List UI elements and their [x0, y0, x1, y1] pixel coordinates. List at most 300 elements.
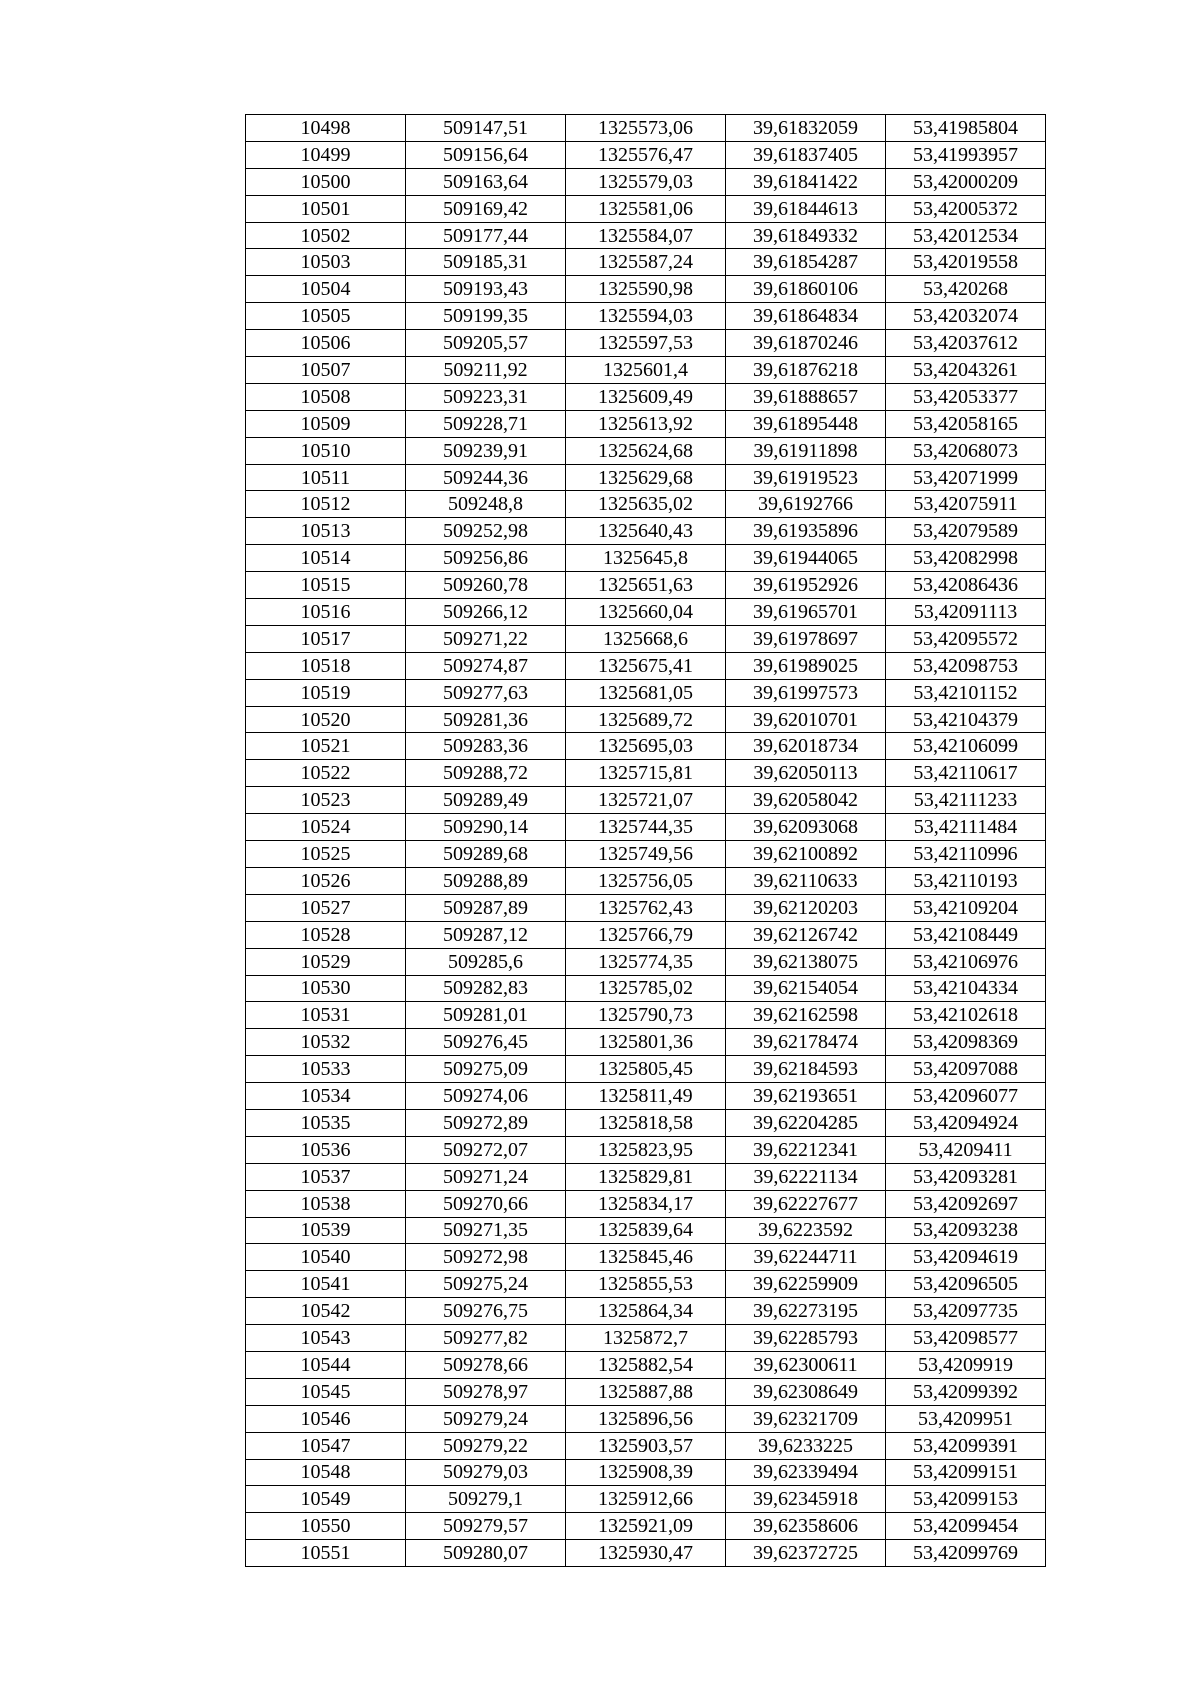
latitude-cell: 53,42000209 — [886, 168, 1046, 195]
y-coordinate-cell: 1325629,68 — [566, 464, 726, 491]
point-number-cell: 10533 — [246, 1056, 406, 1083]
point-number-cell: 10515 — [246, 572, 406, 599]
latitude-cell: 53,42098753 — [886, 652, 1046, 679]
table-row — [246, 464, 1046, 491]
y-coordinate-cell: 1325921,09 — [566, 1513, 726, 1540]
point-number-cell: 10528 — [246, 921, 406, 948]
point-number-cell: 10517 — [246, 625, 406, 652]
table-row — [246, 1378, 1046, 1405]
table-row — [246, 1540, 1046, 1567]
longitude-cell: 39,62162598 — [726, 1002, 886, 1029]
longitude-cell: 39,61844613 — [726, 195, 886, 222]
y-coordinate-cell: 1325818,58 — [566, 1109, 726, 1136]
table-row — [246, 599, 1046, 626]
x-coordinate-cell: 509169,42 — [406, 195, 566, 222]
point-number-cell: 10523 — [246, 787, 406, 814]
y-coordinate-cell: 1325660,04 — [566, 599, 726, 626]
y-coordinate-cell: 1325675,41 — [566, 652, 726, 679]
point-number-cell: 10526 — [246, 867, 406, 894]
x-coordinate-cell: 509163,64 — [406, 168, 566, 195]
x-coordinate-cell: 509274,87 — [406, 652, 566, 679]
x-coordinate-cell: 509223,31 — [406, 383, 566, 410]
longitude-cell: 39,62300611 — [726, 1351, 886, 1378]
y-coordinate-cell: 1325864,34 — [566, 1298, 726, 1325]
latitude-cell: 53,42110617 — [886, 760, 1046, 787]
latitude-cell: 53,42106976 — [886, 948, 1046, 975]
latitude-cell: 53,42102618 — [886, 1002, 1046, 1029]
y-coordinate-cell: 1325930,47 — [566, 1540, 726, 1567]
table-row — [246, 867, 1046, 894]
table-row — [246, 1109, 1046, 1136]
latitude-cell: 53,42099769 — [886, 1540, 1046, 1567]
latitude-cell: 53,42098369 — [886, 1029, 1046, 1056]
latitude-cell: 53,41985804 — [886, 115, 1046, 142]
longitude-cell: 39,62093068 — [726, 814, 886, 841]
longitude-cell: 39,62050113 — [726, 760, 886, 787]
table-row — [246, 814, 1046, 841]
latitude-cell: 53,42099454 — [886, 1513, 1046, 1540]
table-row — [246, 1486, 1046, 1513]
point-number-cell: 10546 — [246, 1405, 406, 1432]
table-row — [246, 975, 1046, 1002]
latitude-cell: 53,4209951 — [886, 1405, 1046, 1432]
point-number-cell: 10539 — [246, 1217, 406, 1244]
y-coordinate-cell: 1325766,79 — [566, 921, 726, 948]
table-row — [246, 1002, 1046, 1029]
longitude-cell: 39,62126742 — [726, 921, 886, 948]
point-number-cell: 10545 — [246, 1378, 406, 1405]
longitude-cell: 39,62018734 — [726, 733, 886, 760]
x-coordinate-cell: 509252,98 — [406, 518, 566, 545]
longitude-cell: 39,61989025 — [726, 652, 886, 679]
point-number-cell: 10551 — [246, 1540, 406, 1567]
y-coordinate-cell: 1325645,8 — [566, 545, 726, 572]
table-row — [246, 652, 1046, 679]
x-coordinate-cell: 509279,24 — [406, 1405, 566, 1432]
table-row — [246, 679, 1046, 706]
point-number-cell: 10514 — [246, 545, 406, 572]
point-number-cell: 10506 — [246, 330, 406, 357]
y-coordinate-cell: 1325908,39 — [566, 1459, 726, 1486]
table-row — [246, 1083, 1046, 1110]
x-coordinate-cell: 509279,22 — [406, 1432, 566, 1459]
x-coordinate-cell: 509290,14 — [406, 814, 566, 841]
latitude-cell: 53,42101152 — [886, 679, 1046, 706]
point-number-cell: 10543 — [246, 1325, 406, 1352]
latitude-cell: 53,42110996 — [886, 841, 1046, 868]
latitude-cell: 53,42037612 — [886, 330, 1046, 357]
latitude-cell: 53,42093281 — [886, 1163, 1046, 1190]
x-coordinate-cell: 509193,43 — [406, 276, 566, 303]
latitude-cell: 53,42082998 — [886, 545, 1046, 572]
y-coordinate-cell: 1325790,73 — [566, 1002, 726, 1029]
longitude-cell: 39,61837405 — [726, 141, 886, 168]
table-row — [246, 195, 1046, 222]
point-number-cell: 10505 — [246, 303, 406, 330]
longitude-cell: 39,61978697 — [726, 625, 886, 652]
latitude-cell: 53,420268 — [886, 276, 1046, 303]
table-row — [246, 383, 1046, 410]
x-coordinate-cell: 509271,22 — [406, 625, 566, 652]
table-row — [246, 1029, 1046, 1056]
longitude-cell: 39,62120203 — [726, 894, 886, 921]
table-row — [246, 222, 1046, 249]
table-row — [246, 1325, 1046, 1352]
longitude-cell: 39,61944065 — [726, 545, 886, 572]
x-coordinate-cell: 509278,97 — [406, 1378, 566, 1405]
y-coordinate-cell: 1325573,06 — [566, 115, 726, 142]
y-coordinate-cell: 1325576,47 — [566, 141, 726, 168]
longitude-cell: 39,61876218 — [726, 357, 886, 384]
latitude-cell: 53,42094924 — [886, 1109, 1046, 1136]
table-row — [246, 572, 1046, 599]
point-number-cell: 10548 — [246, 1459, 406, 1486]
longitude-cell: 39,62058042 — [726, 787, 886, 814]
longitude-cell: 39,61888657 — [726, 383, 886, 410]
x-coordinate-cell: 509276,45 — [406, 1029, 566, 1056]
coordinates-table-body — [246, 115, 1046, 1567]
longitude-cell: 39,62358606 — [726, 1513, 886, 1540]
y-coordinate-cell: 1325597,53 — [566, 330, 726, 357]
x-coordinate-cell: 509281,01 — [406, 1002, 566, 1029]
latitude-cell: 53,42068073 — [886, 437, 1046, 464]
x-coordinate-cell: 509228,71 — [406, 410, 566, 437]
y-coordinate-cell: 1325587,24 — [566, 249, 726, 276]
x-coordinate-cell: 509274,06 — [406, 1083, 566, 1110]
longitude-cell: 39,61860106 — [726, 276, 886, 303]
longitude-cell: 39,6192766 — [726, 491, 886, 518]
point-number-cell: 10541 — [246, 1271, 406, 1298]
y-coordinate-cell: 1325635,02 — [566, 491, 726, 518]
table-row — [246, 1244, 1046, 1271]
y-coordinate-cell: 1325829,81 — [566, 1163, 726, 1190]
table-row — [246, 1351, 1046, 1378]
point-number-cell: 10522 — [246, 760, 406, 787]
x-coordinate-cell: 509147,51 — [406, 115, 566, 142]
latitude-cell: 53,42109204 — [886, 894, 1046, 921]
x-coordinate-cell: 509282,83 — [406, 975, 566, 1002]
longitude-cell: 39,6233225 — [726, 1432, 886, 1459]
point-number-cell: 10500 — [246, 168, 406, 195]
table-row — [246, 1432, 1046, 1459]
longitude-cell: 39,62259909 — [726, 1271, 886, 1298]
latitude-cell: 53,42093238 — [886, 1217, 1046, 1244]
longitude-cell: 39,61870246 — [726, 330, 886, 357]
table-row — [246, 733, 1046, 760]
y-coordinate-cell: 1325762,43 — [566, 894, 726, 921]
longitude-cell: 39,62154054 — [726, 975, 886, 1002]
longitude-cell: 39,61919523 — [726, 464, 886, 491]
longitude-cell: 39,6223592 — [726, 1217, 886, 1244]
longitude-cell: 39,62273195 — [726, 1298, 886, 1325]
y-coordinate-cell: 1325689,72 — [566, 706, 726, 733]
longitude-cell: 39,62339494 — [726, 1459, 886, 1486]
point-number-cell: 10509 — [246, 410, 406, 437]
point-number-cell: 10504 — [246, 276, 406, 303]
longitude-cell: 39,62110633 — [726, 867, 886, 894]
point-number-cell: 10542 — [246, 1298, 406, 1325]
y-coordinate-cell: 1325834,17 — [566, 1190, 726, 1217]
y-coordinate-cell: 1325882,54 — [566, 1351, 726, 1378]
x-coordinate-cell: 509275,24 — [406, 1271, 566, 1298]
table-row — [246, 841, 1046, 868]
coordinates-table — [245, 114, 1046, 1567]
y-coordinate-cell: 1325613,92 — [566, 410, 726, 437]
x-coordinate-cell: 509156,64 — [406, 141, 566, 168]
latitude-cell: 53,42053377 — [886, 383, 1046, 410]
table-row — [246, 706, 1046, 733]
point-number-cell: 10538 — [246, 1190, 406, 1217]
table-row — [246, 1298, 1046, 1325]
table-row — [246, 249, 1046, 276]
longitude-cell: 39,62345918 — [726, 1486, 886, 1513]
table-row — [246, 1163, 1046, 1190]
latitude-cell: 53,42092697 — [886, 1190, 1046, 1217]
x-coordinate-cell: 509279,1 — [406, 1486, 566, 1513]
x-coordinate-cell: 509271,35 — [406, 1217, 566, 1244]
x-coordinate-cell: 509289,49 — [406, 787, 566, 814]
point-number-cell: 10536 — [246, 1136, 406, 1163]
longitude-cell: 39,61935896 — [726, 518, 886, 545]
y-coordinate-cell: 1325721,07 — [566, 787, 726, 814]
latitude-cell: 53,42099153 — [886, 1486, 1046, 1513]
x-coordinate-cell: 509211,92 — [406, 357, 566, 384]
point-number-cell: 10520 — [246, 706, 406, 733]
x-coordinate-cell: 509277,82 — [406, 1325, 566, 1352]
latitude-cell: 53,42094619 — [886, 1244, 1046, 1271]
x-coordinate-cell: 509275,09 — [406, 1056, 566, 1083]
point-number-cell: 10513 — [246, 518, 406, 545]
y-coordinate-cell: 1325681,05 — [566, 679, 726, 706]
table-row — [246, 948, 1046, 975]
x-coordinate-cell: 509280,07 — [406, 1540, 566, 1567]
point-number-cell: 10529 — [246, 948, 406, 975]
y-coordinate-cell: 1325823,95 — [566, 1136, 726, 1163]
longitude-cell: 39,62285793 — [726, 1325, 886, 1352]
x-coordinate-cell: 509272,07 — [406, 1136, 566, 1163]
x-coordinate-cell: 509244,36 — [406, 464, 566, 491]
longitude-cell: 39,62227677 — [726, 1190, 886, 1217]
longitude-cell: 39,62372725 — [726, 1540, 886, 1567]
y-coordinate-cell: 1325872,7 — [566, 1325, 726, 1352]
latitude-cell: 53,42104379 — [886, 706, 1046, 733]
longitude-cell: 39,61832059 — [726, 115, 886, 142]
point-number-cell: 10511 — [246, 464, 406, 491]
longitude-cell: 39,62010701 — [726, 706, 886, 733]
latitude-cell: 53,42106099 — [886, 733, 1046, 760]
latitude-cell: 53,42043261 — [886, 357, 1046, 384]
latitude-cell: 53,42099392 — [886, 1378, 1046, 1405]
latitude-cell: 53,42091113 — [886, 599, 1046, 626]
y-coordinate-cell: 1325805,45 — [566, 1056, 726, 1083]
latitude-cell: 53,42012534 — [886, 222, 1046, 249]
table-row — [246, 760, 1046, 787]
x-coordinate-cell: 509279,03 — [406, 1459, 566, 1486]
table-row — [246, 921, 1046, 948]
table-row — [246, 1459, 1046, 1486]
table-row — [246, 545, 1046, 572]
y-coordinate-cell: 1325811,49 — [566, 1083, 726, 1110]
point-number-cell: 10503 — [246, 249, 406, 276]
point-number-cell: 10499 — [246, 141, 406, 168]
table-row — [246, 168, 1046, 195]
longitude-cell: 39,62212341 — [726, 1136, 886, 1163]
y-coordinate-cell: 1325903,57 — [566, 1432, 726, 1459]
longitude-cell: 39,61997573 — [726, 679, 886, 706]
point-number-cell: 10525 — [246, 841, 406, 868]
latitude-cell: 53,42104334 — [886, 975, 1046, 1002]
x-coordinate-cell: 509277,63 — [406, 679, 566, 706]
x-coordinate-cell: 509289,68 — [406, 841, 566, 868]
y-coordinate-cell: 1325744,35 — [566, 814, 726, 841]
x-coordinate-cell: 509239,91 — [406, 437, 566, 464]
table-row — [246, 1271, 1046, 1298]
x-coordinate-cell: 509288,89 — [406, 867, 566, 894]
x-coordinate-cell: 509199,35 — [406, 303, 566, 330]
latitude-cell: 53,42098577 — [886, 1325, 1046, 1352]
y-coordinate-cell: 1325594,03 — [566, 303, 726, 330]
x-coordinate-cell: 509271,24 — [406, 1163, 566, 1190]
latitude-cell: 53,42097735 — [886, 1298, 1046, 1325]
x-coordinate-cell: 509281,36 — [406, 706, 566, 733]
point-number-cell: 10540 — [246, 1244, 406, 1271]
longitude-cell: 39,61849332 — [726, 222, 886, 249]
latitude-cell: 53,42079589 — [886, 518, 1046, 545]
point-number-cell: 10502 — [246, 222, 406, 249]
y-coordinate-cell: 1325640,43 — [566, 518, 726, 545]
y-coordinate-cell: 1325896,56 — [566, 1405, 726, 1432]
x-coordinate-cell: 509272,89 — [406, 1109, 566, 1136]
latitude-cell: 53,42071999 — [886, 464, 1046, 491]
table-row — [246, 625, 1046, 652]
x-coordinate-cell: 509285,6 — [406, 948, 566, 975]
x-coordinate-cell: 509287,89 — [406, 894, 566, 921]
point-number-cell: 10516 — [246, 599, 406, 626]
longitude-cell: 39,62193651 — [726, 1083, 886, 1110]
latitude-cell: 53,42097088 — [886, 1056, 1046, 1083]
x-coordinate-cell: 509276,75 — [406, 1298, 566, 1325]
x-coordinate-cell: 509260,78 — [406, 572, 566, 599]
longitude-cell: 39,61864834 — [726, 303, 886, 330]
y-coordinate-cell: 1325584,07 — [566, 222, 726, 249]
latitude-cell: 53,42111484 — [886, 814, 1046, 841]
table-row — [246, 115, 1046, 142]
latitude-cell: 53,42095572 — [886, 625, 1046, 652]
point-number-cell: 10498 — [246, 115, 406, 142]
x-coordinate-cell: 509283,36 — [406, 733, 566, 760]
longitude-cell: 39,61854287 — [726, 249, 886, 276]
point-number-cell: 10547 — [246, 1432, 406, 1459]
longitude-cell: 39,62178474 — [726, 1029, 886, 1056]
x-coordinate-cell: 509287,12 — [406, 921, 566, 948]
latitude-cell: 53,42096505 — [886, 1271, 1046, 1298]
x-coordinate-cell: 509288,72 — [406, 760, 566, 787]
x-coordinate-cell: 509278,66 — [406, 1351, 566, 1378]
latitude-cell: 53,41993957 — [886, 141, 1046, 168]
x-coordinate-cell: 509279,57 — [406, 1513, 566, 1540]
point-number-cell: 10518 — [246, 652, 406, 679]
y-coordinate-cell: 1325785,02 — [566, 975, 726, 1002]
table-row — [246, 141, 1046, 168]
latitude-cell: 53,42099151 — [886, 1459, 1046, 1486]
y-coordinate-cell: 1325912,66 — [566, 1486, 726, 1513]
latitude-cell: 53,42075911 — [886, 491, 1046, 518]
y-coordinate-cell: 1325774,35 — [566, 948, 726, 975]
y-coordinate-cell: 1325651,63 — [566, 572, 726, 599]
longitude-cell: 39,62321709 — [726, 1405, 886, 1432]
point-number-cell: 10549 — [246, 1486, 406, 1513]
y-coordinate-cell: 1325609,49 — [566, 383, 726, 410]
point-number-cell: 10535 — [246, 1109, 406, 1136]
longitude-cell: 39,61965701 — [726, 599, 886, 626]
point-number-cell: 10544 — [246, 1351, 406, 1378]
x-coordinate-cell: 509270,66 — [406, 1190, 566, 1217]
table-row — [246, 330, 1046, 357]
table-row — [246, 894, 1046, 921]
point-number-cell: 10510 — [246, 437, 406, 464]
y-coordinate-cell: 1325624,68 — [566, 437, 726, 464]
y-coordinate-cell: 1325668,6 — [566, 625, 726, 652]
table-row — [246, 303, 1046, 330]
point-number-cell: 10524 — [246, 814, 406, 841]
x-coordinate-cell: 509248,8 — [406, 491, 566, 518]
point-number-cell: 10521 — [246, 733, 406, 760]
table-row — [246, 1136, 1046, 1163]
latitude-cell: 53,4209919 — [886, 1351, 1046, 1378]
table-row — [246, 1405, 1046, 1432]
y-coordinate-cell: 1325887,88 — [566, 1378, 726, 1405]
x-coordinate-cell: 509205,57 — [406, 330, 566, 357]
y-coordinate-cell: 1325579,03 — [566, 168, 726, 195]
y-coordinate-cell: 1325749,56 — [566, 841, 726, 868]
x-coordinate-cell: 509177,44 — [406, 222, 566, 249]
table-row — [246, 276, 1046, 303]
y-coordinate-cell: 1325581,06 — [566, 195, 726, 222]
point-number-cell: 10534 — [246, 1083, 406, 1110]
y-coordinate-cell: 1325590,98 — [566, 276, 726, 303]
y-coordinate-cell: 1325695,03 — [566, 733, 726, 760]
latitude-cell: 53,4209411 — [886, 1136, 1046, 1163]
latitude-cell: 53,42058165 — [886, 410, 1046, 437]
table-row — [246, 787, 1046, 814]
latitude-cell: 53,42005372 — [886, 195, 1046, 222]
x-coordinate-cell: 509185,31 — [406, 249, 566, 276]
table-row — [246, 1217, 1046, 1244]
longitude-cell: 39,61841422 — [726, 168, 886, 195]
longitude-cell: 39,62100892 — [726, 841, 886, 868]
point-number-cell: 10531 — [246, 1002, 406, 1029]
longitude-cell: 39,62308649 — [726, 1378, 886, 1405]
table-row — [246, 357, 1046, 384]
y-coordinate-cell: 1325601,4 — [566, 357, 726, 384]
longitude-cell: 39,62138075 — [726, 948, 886, 975]
point-number-cell: 10532 — [246, 1029, 406, 1056]
x-coordinate-cell: 509256,86 — [406, 545, 566, 572]
point-number-cell: 10507 — [246, 357, 406, 384]
latitude-cell: 53,42019558 — [886, 249, 1046, 276]
x-coordinate-cell: 509266,12 — [406, 599, 566, 626]
longitude-cell: 39,62184593 — [726, 1056, 886, 1083]
y-coordinate-cell: 1325845,46 — [566, 1244, 726, 1271]
latitude-cell: 53,42096077 — [886, 1083, 1046, 1110]
table-row — [246, 1056, 1046, 1083]
point-number-cell: 10501 — [246, 195, 406, 222]
table-row — [246, 410, 1046, 437]
latitude-cell: 53,42032074 — [886, 303, 1046, 330]
y-coordinate-cell: 1325756,05 — [566, 867, 726, 894]
longitude-cell: 39,61952926 — [726, 572, 886, 599]
table-row — [246, 1513, 1046, 1540]
